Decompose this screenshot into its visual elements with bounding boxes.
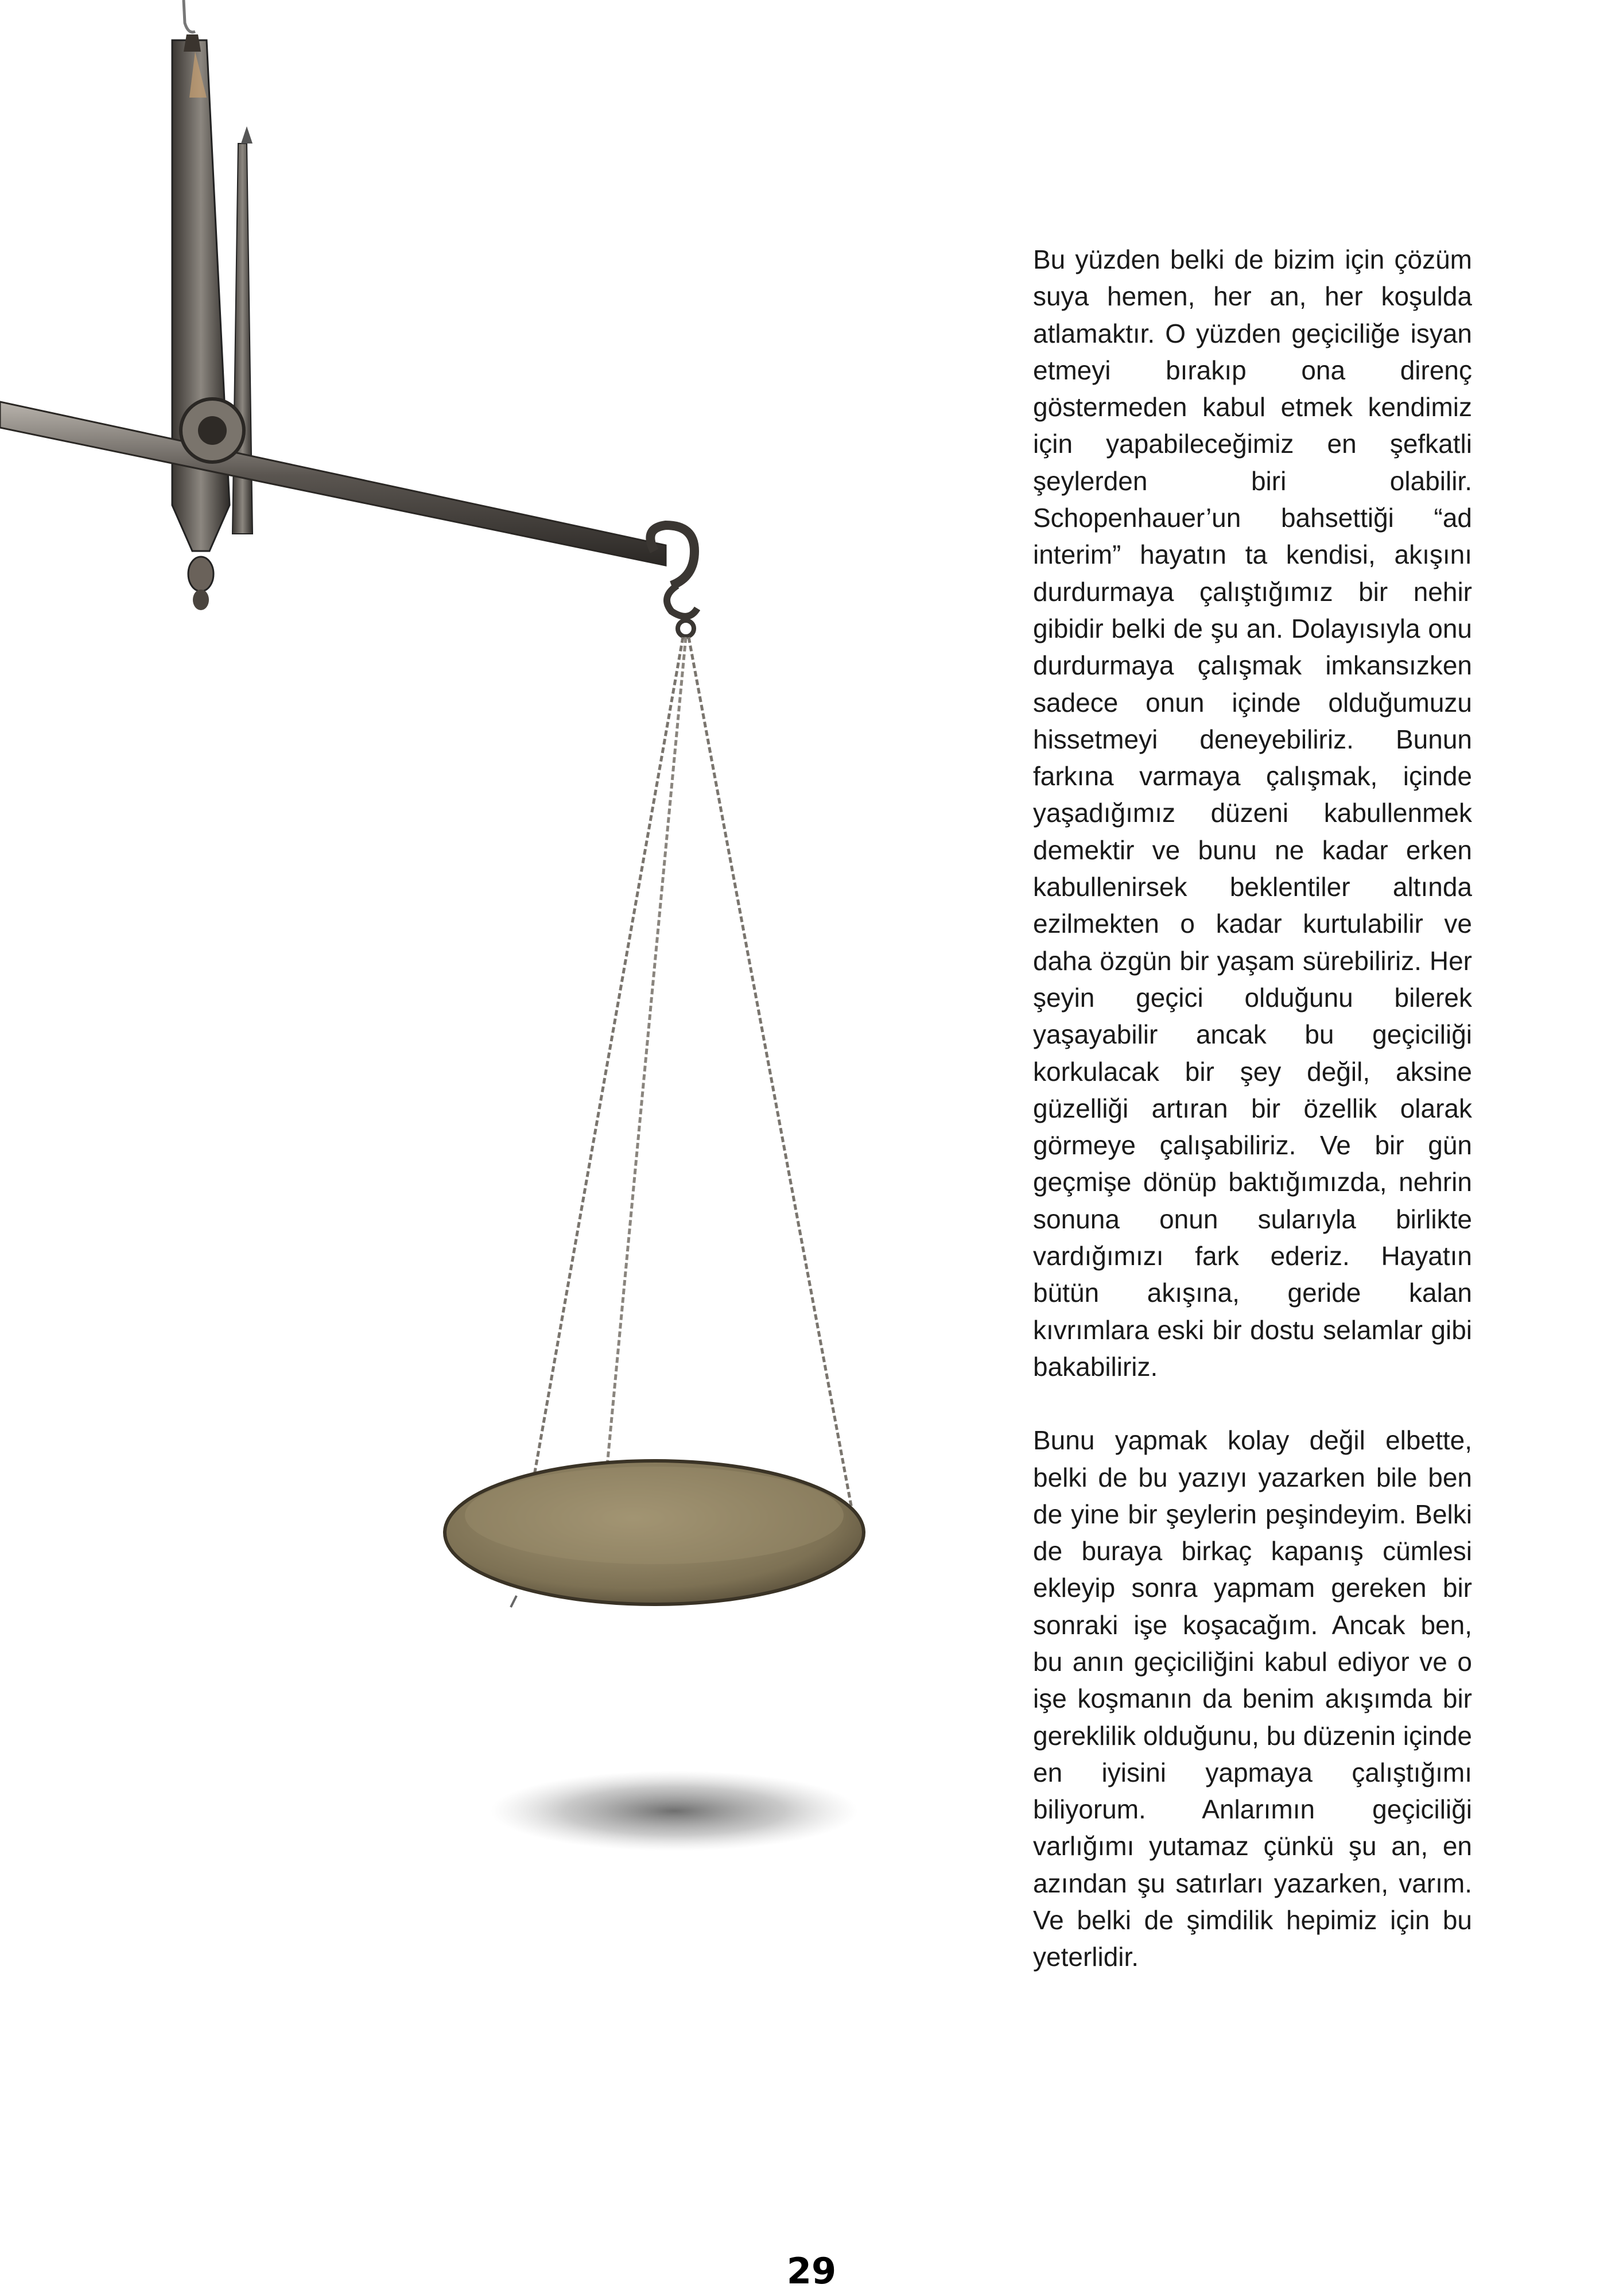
paragraph: Bunu yapmak kolay değil elbette, belki de bu yazıyı yazarken bile ben de yine bir şeylerin peşindeyim. Belki de buraya birkaç kapanış cümlesi ekleyip sonra yapmam gereken bir sonraki işe koşacağım. Ancak ben, bu anın geçiciliğini kabul ediyor ve o işe koşmanın da benim akışımda bir gereklilik olduğunu, bu düzenin içinde en iyisini yapmaya çalıştığımı biliyorum. Anlarımın geçiciliği varlığımı yutamaz çünkü şu an, en azından şu satırları yazarken, varım. Ve belki de şimdilik hepimiz için bu yeterlidir.	[1033, 1425, 1472, 1972]
article-body	[1033, 241, 1472, 2012]
balance-scale-icon	[0, 0, 930, 1894]
page-number: 29	[786, 2250, 837, 2292]
paragraph: Bu yüzden belki de bizim için çözüm suya hemen, her an, her koşulda atlamaktır. O yüzden geçiciliğe isyan etmeyi bırakıp ona direnç göstermeden kabul etmek kendimiz için yapabileceğimiz en şefkatli şeylerden biri olabilir. Schopenhauer’un bahsettiği “ad interim” hayatın ta kendisi, akışını durdurmaya çalıştığımız bir nehir gibidir belki de şu an. Dolayısıyla onu durdurmaya çalışmak imkansızken sadece onun içinde olduğumuzu hissetmeyi deneyebiliriz. Bunun farkına varmaya çalışmak, içinde yaşadığımız düzeni kabullenmek demektir ve bunu ne kadar erken kabullenirsek beklentiler altında ezilmekten o kadar kurtulabilir ve daha özgün bir yaşam sürebiliriz. Her şeyin geçici olduğunu bilerek yaşayabilir ancak bu geçiciliği korkulacak bir şey değil, aksine güzelliği artıran bir özellik olarak görmeye çalışabiliriz. Ve bir gün geçmişe dönüp baktığımızda, nehrin sonuna onun sularıyla birlikte vardığımızı fark ederiz. Hayatın bütün akışına, geride kalan kıvrımlara eski bir dostu selamlar gibi bakabiliriz.	[1033, 245, 1472, 1382]
